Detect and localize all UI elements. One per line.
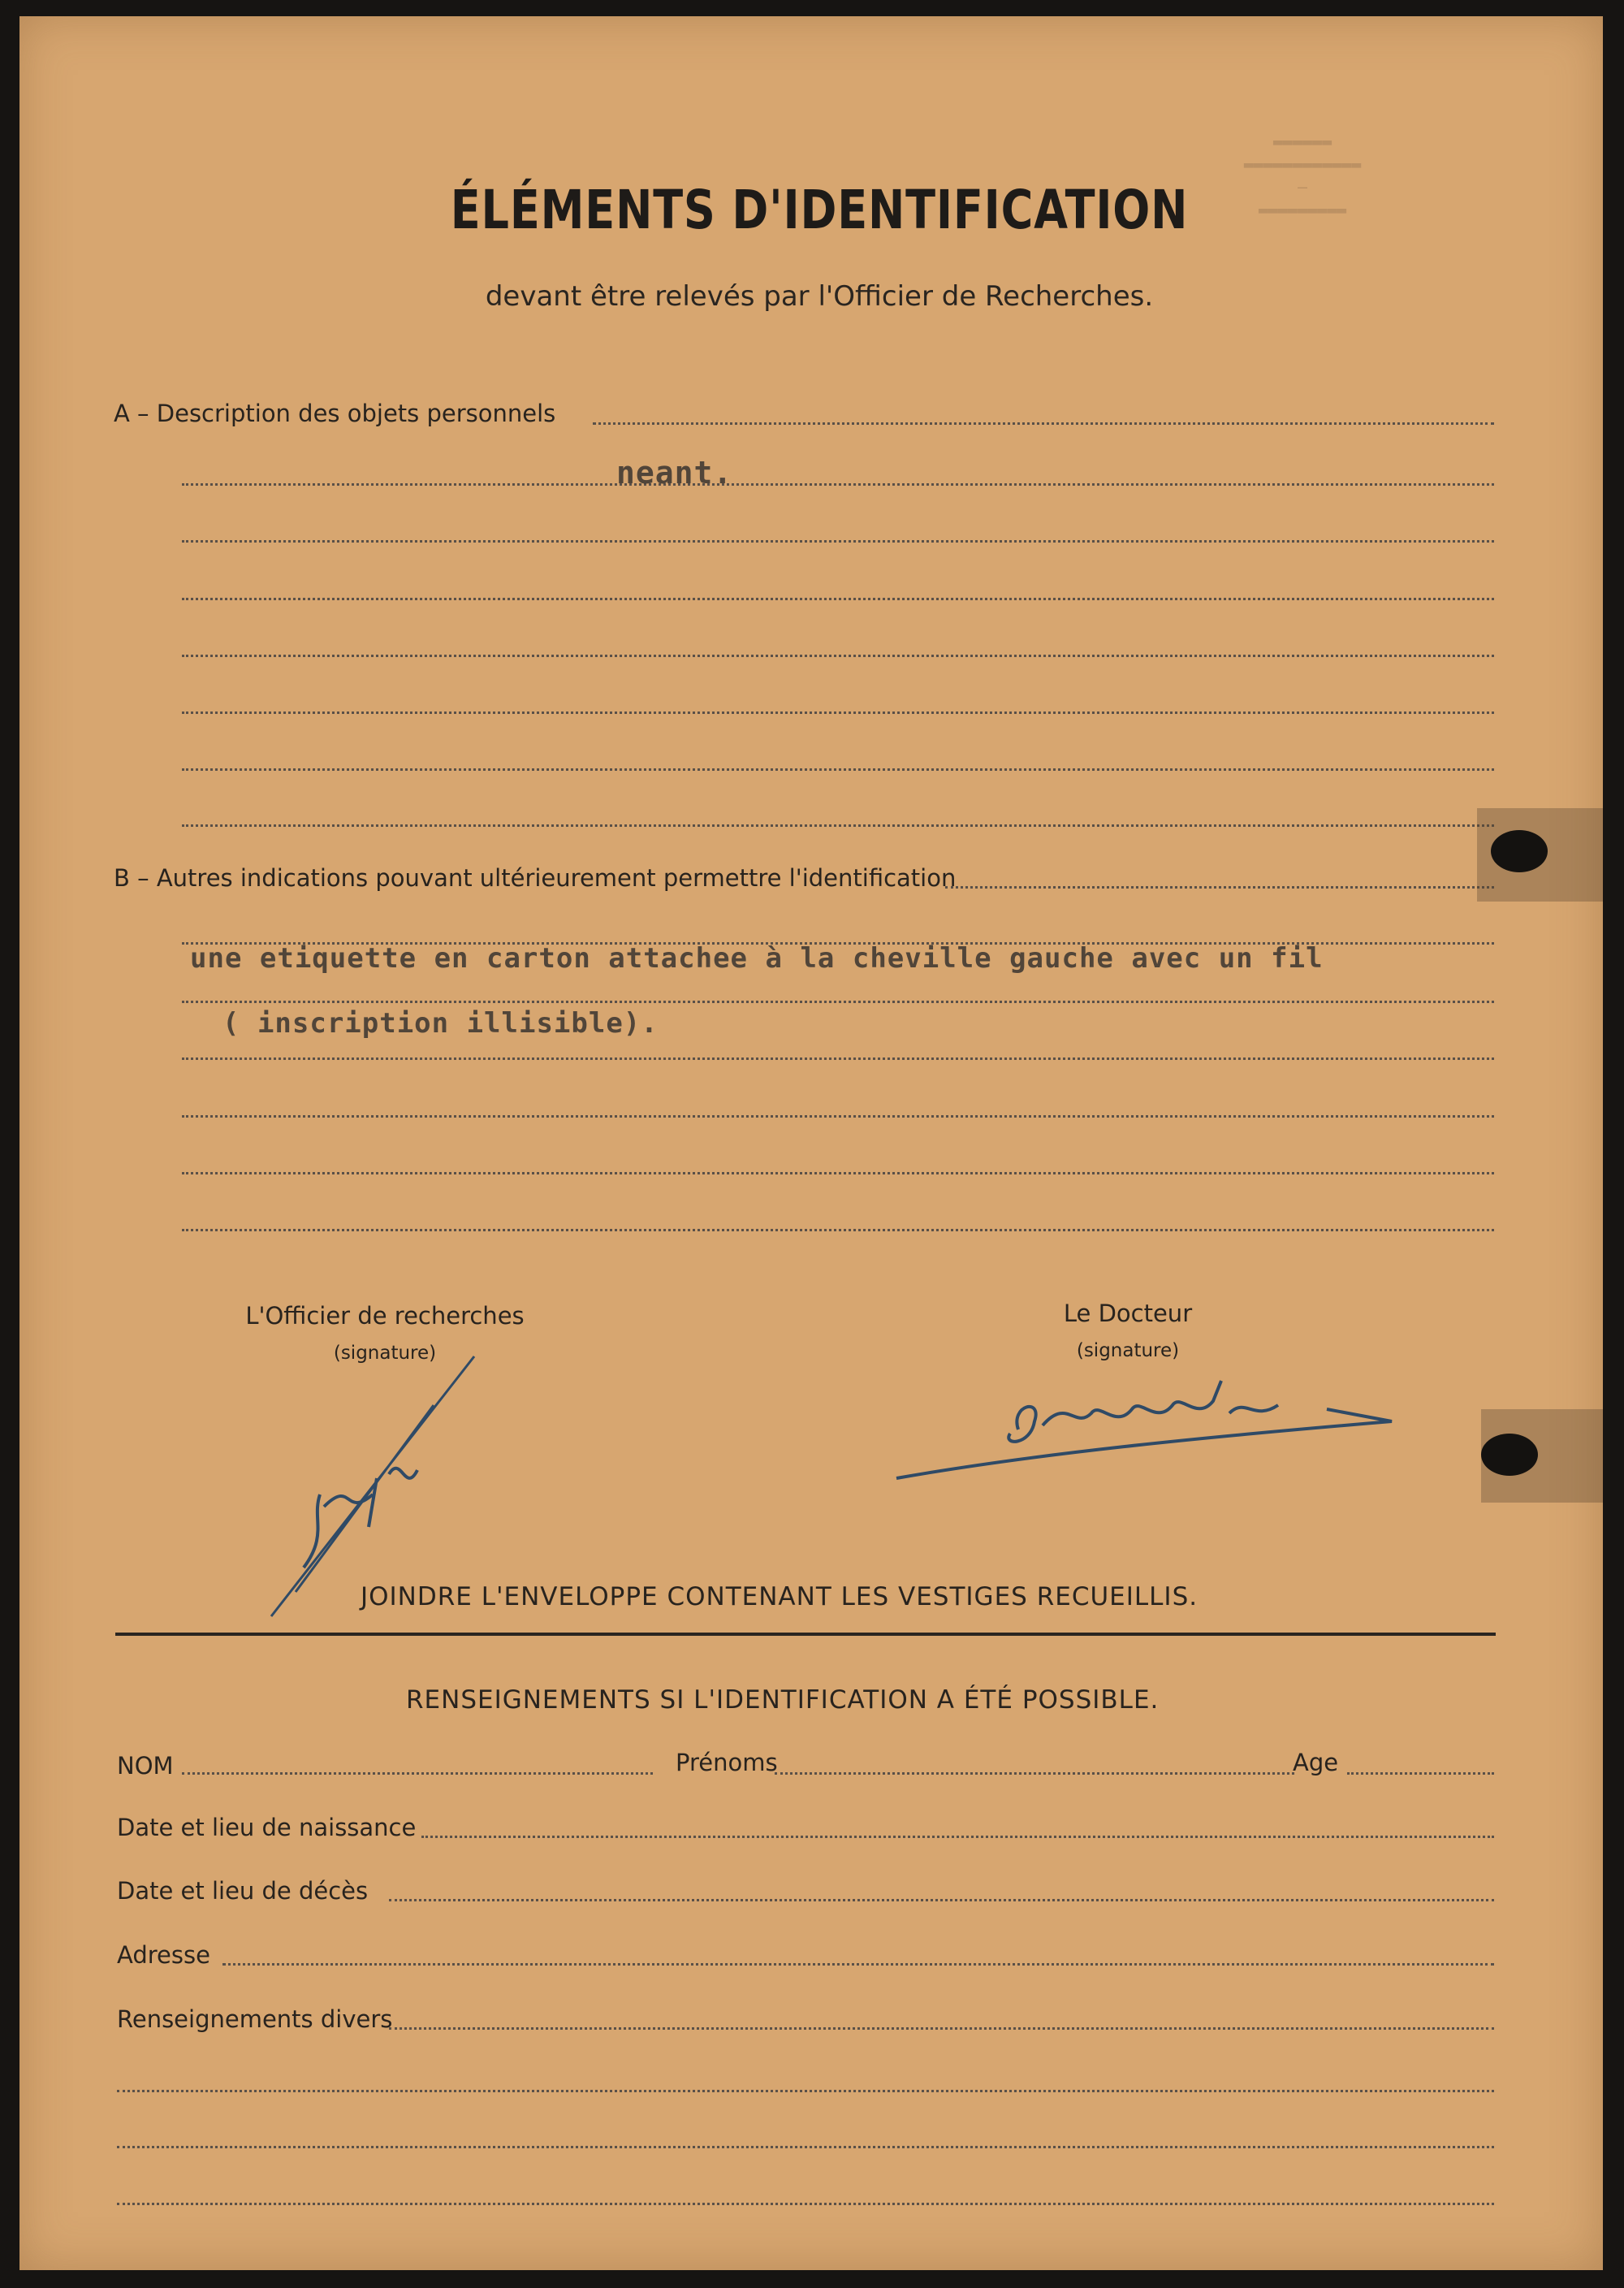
nom-label: NOM [117,1752,174,1780]
section-b-line [182,1172,1494,1174]
officer-signature-caption: (signature) [333,1343,437,1364]
section-a-label: A – Description des objets personnels [114,400,556,427]
nom-field [182,1772,653,1775]
prenoms-field [775,1772,1294,1775]
document-page [19,16,1603,2270]
identification-heading: RENSEIGNEMENTS SI L'IDENTIFICATION A ÉTÉ POSSIBLE. [406,1685,1160,1715]
doctor-signature-caption: (signature) [1076,1340,1180,1361]
section-b-line [182,1229,1494,1231]
prenoms-label: Prénoms [676,1749,778,1776]
section-a-line [182,711,1494,714]
punch-hole [1491,830,1548,872]
doctor-signature [872,1365,1424,1511]
punch-hole [1481,1434,1538,1476]
section-b-entry-line-1: une etiquette en carton attachee à la cheville gauche avec un fil [190,942,1324,975]
age-field [1347,1772,1494,1775]
naissance-label: Date et lieu de naissance [117,1814,417,1841]
section-b-line [945,886,1494,889]
divers-field [117,2203,1494,2205]
section-a-line [593,422,1494,425]
section-divider [115,1633,1496,1636]
section-b-line [182,1001,1494,1003]
officer-label: L'Officier de recherches [245,1302,525,1330]
page-title: ÉLÉMENTS D'IDENTIFICATION [450,179,1189,241]
divers-label: Renseignements divers [117,2005,393,2033]
section-a-line [182,824,1494,827]
divers-field [117,2146,1494,2148]
section-b-entry-line-2: ( inscription illisible). [222,1007,659,1040]
deces-label: Date et lieu de décès [117,1877,369,1905]
section-a-line [182,540,1494,543]
section-a-entry: neant. [616,455,733,491]
section-b-line [182,1115,1494,1118]
envelope-note: JOINDRE L'ENVELOPPE CONTENANT LES VESTIGES RECUEILLIS. [361,1582,1199,1611]
naissance-field [421,1836,1494,1838]
section-b-line [182,1057,1494,1060]
doctor-label: Le Docteur [1063,1300,1193,1327]
section-b-label: B – Autres indications pouvant ultérieurement permettre l'identification [114,864,957,892]
section-a-line [182,598,1494,600]
adresse-label: Adresse [117,1941,210,1969]
faint-stamp: ▬▬▬▬▬▬ ▬▬▬▬▬▬▬▬▬▬▬▬ — ▬▬▬▬▬▬▬▬▬ [1243,132,1362,219]
page-subtitle: devant être relevés par l'Officier de Recherches. [485,280,1154,313]
divers-field [389,2027,1494,2030]
divers-field [117,2090,1494,2092]
adresse-field [222,1963,1494,1966]
section-a-line [182,483,1494,486]
age-label: Age [1293,1749,1339,1776]
section-a-line [182,768,1494,771]
deces-field [389,1899,1494,1901]
section-a-line [182,655,1494,657]
